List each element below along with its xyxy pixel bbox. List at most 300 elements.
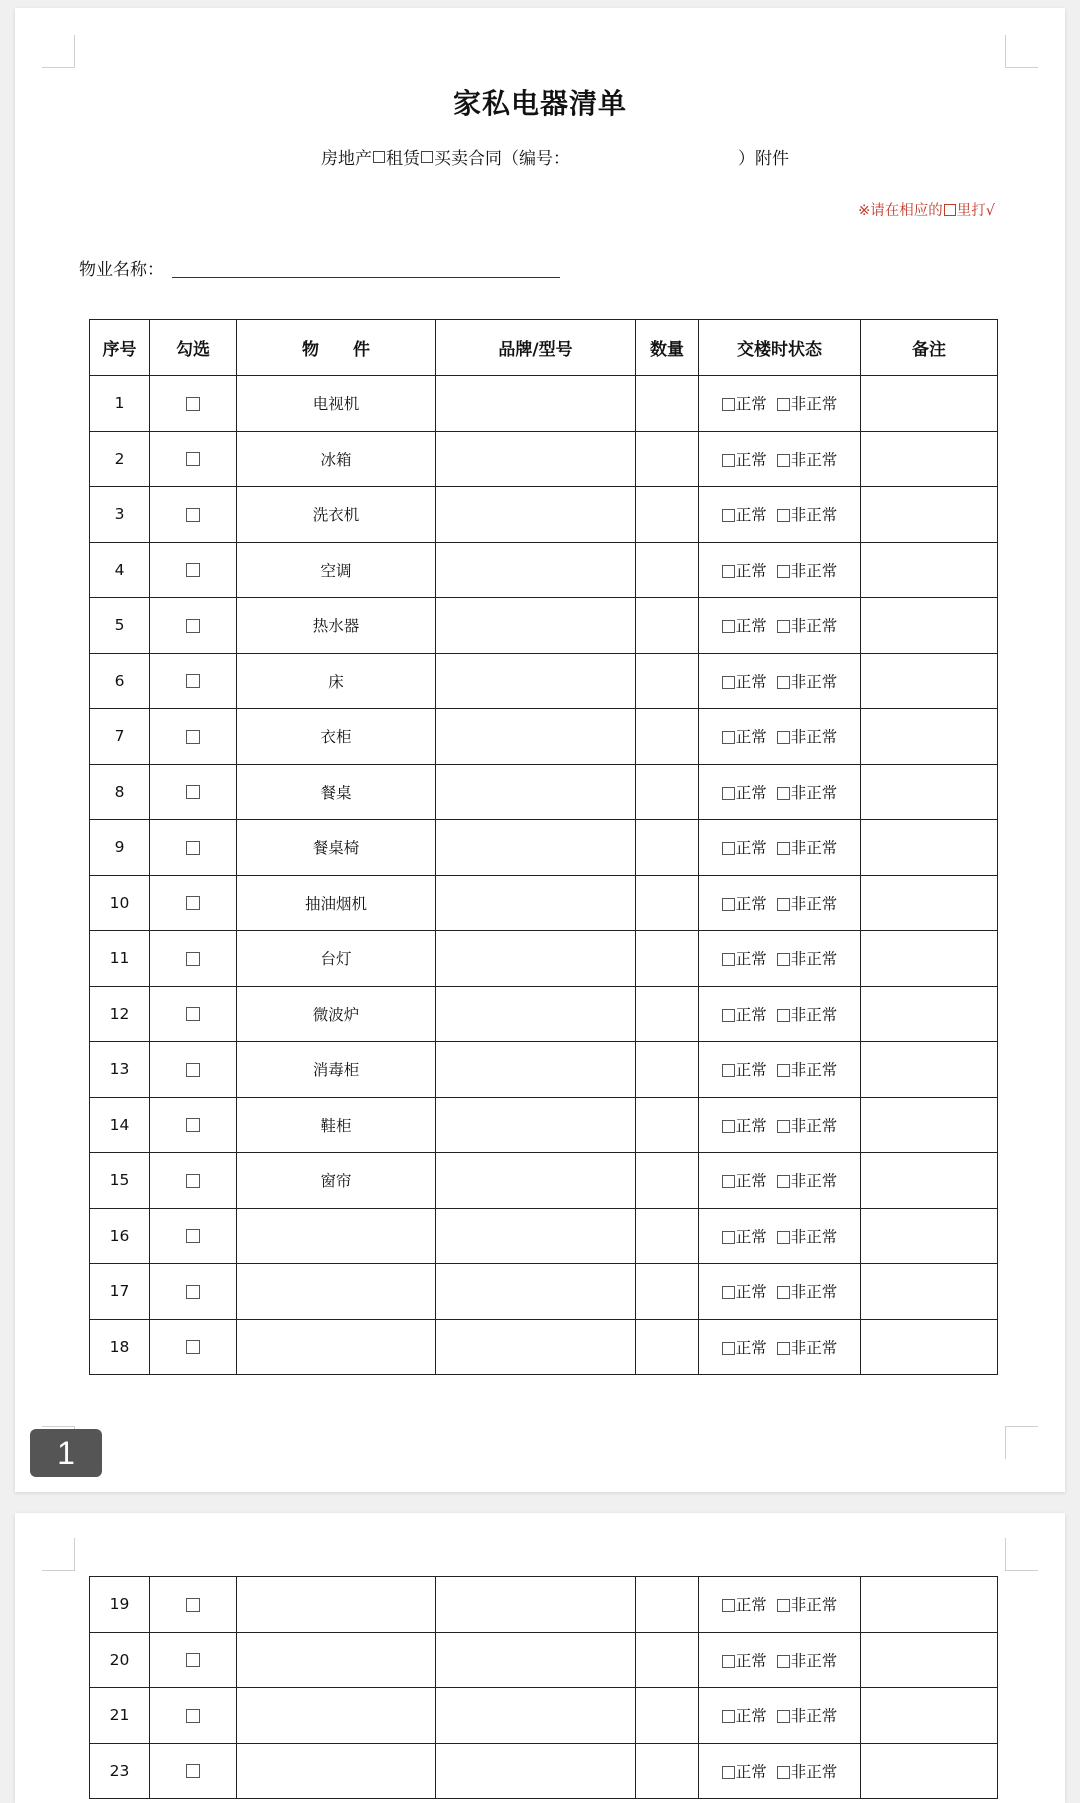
status-abnormal-label: 非正常 [790,561,838,580]
brand-model-cell[interactable] [436,820,636,876]
handover-status-cell [699,1264,861,1320]
status-abnormal-label: 非正常 [790,839,838,858]
select-cell [150,875,237,931]
remarks-cell[interactable] [861,542,998,598]
remarks-cell[interactable] [861,653,998,709]
header-item: 物 件 [237,320,436,376]
row-serial-number: 3 [90,487,150,543]
brand-model-cell[interactable] [436,875,636,931]
row-serial-number: 2 [90,431,150,487]
item-name-cell: 电视机 [237,376,436,432]
page-corner-mark [42,35,75,68]
hint-text: ※请在相应的 [858,203,943,219]
abnormal-checkbox[interactable] [777,787,790,800]
document-page-2 [15,1513,1065,1803]
item-name-cell: 衣柜 [237,709,436,765]
abnormal-checkbox[interactable] [777,620,790,633]
normal-checkbox[interactable] [722,1286,735,1299]
item-name-cell: 餐桌椅 [237,820,436,876]
select-checkbox[interactable] [186,674,200,688]
property-name-field [79,255,560,280]
normal-checkbox[interactable] [722,1120,735,1133]
instruction-note [858,199,995,220]
abnormal-checkbox[interactable] [777,1064,790,1077]
select-checkbox[interactable] [186,452,200,466]
row-serial-number: 19 [90,1577,150,1633]
quantity-cell[interactable] [636,875,699,931]
page-corner-mark [1005,1426,1038,1459]
handover-status-cell [699,875,861,931]
remarks-cell[interactable] [861,986,998,1042]
handover-status-cell [699,598,861,654]
status-abnormal-label: 非正常 [790,506,838,525]
remarks-cell[interactable] [861,1688,998,1744]
quantity-cell[interactable] [636,764,699,820]
item-name-cell [237,1743,436,1799]
select-cell [150,598,237,654]
brand-model-cell[interactable] [436,931,636,987]
status-normal-label: 正常 [735,1061,767,1080]
page-number-badge: 1 [30,1429,102,1477]
remarks-cell[interactable] [861,1264,998,1320]
remarks-cell[interactable] [861,931,998,987]
table-row [90,487,998,543]
select-checkbox[interactable] [186,563,200,577]
handover-status-cell [699,1097,861,1153]
remarks-cell[interactable] [861,598,998,654]
row-serial-number: 11 [90,931,150,987]
table-row [90,1153,998,1209]
select-cell [150,1153,237,1209]
select-checkbox[interactable] [186,952,200,966]
table-row [90,709,998,765]
quantity-cell[interactable] [636,709,699,765]
select-checkbox[interactable] [186,1598,200,1612]
status-abnormal-label: 非正常 [790,1061,838,1080]
select-checkbox[interactable] [186,1709,200,1723]
quantity-cell[interactable] [636,1632,699,1688]
quantity-cell[interactable] [636,1319,699,1375]
status-normal-label: 正常 [735,950,767,969]
handover-status-cell [699,1577,861,1633]
subtitle-text: 租赁 [386,149,420,169]
select-checkbox[interactable] [186,1229,200,1243]
handover-status-cell [699,1688,861,1744]
table-row [90,764,998,820]
item-name-cell: 消毒柜 [237,1042,436,1098]
brand-model-cell[interactable] [436,1632,636,1688]
quantity-cell[interactable] [636,986,699,1042]
handover-status-cell [699,1632,861,1688]
remarks-cell[interactable] [861,1632,998,1688]
item-name-cell [237,1208,436,1264]
status-normal-label: 正常 [735,1005,767,1024]
item-name-cell: 空调 [237,542,436,598]
handover-status-cell [699,1743,861,1799]
abnormal-checkbox[interactable] [777,1231,790,1244]
select-checkbox[interactable] [186,397,200,411]
quantity-cell[interactable] [636,1097,699,1153]
quantity-cell[interactable] [636,1264,699,1320]
table-row [90,1319,998,1375]
select-checkbox[interactable] [186,1764,200,1778]
select-checkbox[interactable] [186,896,200,910]
quantity-cell[interactable] [636,1577,699,1633]
status-normal-label: 正常 [735,1283,767,1302]
table-row [90,431,998,487]
status-normal-label: 正常 [735,728,767,747]
select-cell [150,986,237,1042]
quantity-cell[interactable] [636,376,699,432]
handover-status-cell [699,709,861,765]
handover-status-cell [699,986,861,1042]
table-row [90,1264,998,1320]
status-normal-label: 正常 [735,1651,767,1670]
select-cell [150,542,237,598]
brand-model-cell[interactable] [436,764,636,820]
quantity-cell[interactable] [636,1688,699,1744]
row-serial-number: 7 [90,709,150,765]
brand-model-cell[interactable] [436,487,636,543]
status-normal-label: 正常 [735,672,767,691]
status-abnormal-label: 非正常 [790,728,838,747]
select-cell [150,1577,237,1633]
row-serial-number: 4 [90,542,150,598]
select-checkbox[interactable] [186,1007,200,1021]
select-cell [150,764,237,820]
quantity-cell[interactable] [636,1208,699,1264]
remarks-cell[interactable] [861,487,998,543]
row-serial-number: 8 [90,764,150,820]
select-checkbox[interactable] [186,841,200,855]
normal-checkbox[interactable] [722,731,735,744]
quantity-cell[interactable] [636,1042,699,1098]
status-abnormal-label: 非正常 [790,672,838,691]
status-abnormal-label: 非正常 [790,1651,838,1670]
table-row [90,820,998,876]
select-cell [150,1097,237,1153]
remarks-cell[interactable] [861,1042,998,1098]
item-name-cell: 餐桌 [237,764,436,820]
quantity-cell[interactable] [636,598,699,654]
abnormal-checkbox[interactable] [777,1342,790,1355]
abnormal-checkbox[interactable] [777,731,790,744]
checkbox-icon [373,151,385,163]
item-name-cell: 抽油烟机 [237,875,436,931]
status-normal-label: 正常 [735,1172,767,1191]
abnormal-checkbox[interactable] [777,953,790,966]
status-abnormal-label: 非正常 [790,950,838,969]
header-quantity: 数量 [636,320,699,376]
select-cell [150,1208,237,1264]
subtitle-text: 买卖合同（编号： [434,149,570,169]
remarks-cell[interactable] [861,1743,998,1799]
item-name-cell [237,1688,436,1744]
abnormal-checkbox[interactable] [777,398,790,411]
status-normal-label: 正常 [735,1762,767,1781]
table-row [90,1208,998,1264]
item-name-cell: 微波炉 [237,986,436,1042]
select-checkbox[interactable] [186,1653,200,1667]
brand-model-cell[interactable] [436,1042,636,1098]
brand-model-cell[interactable] [436,376,636,432]
select-checkbox[interactable] [186,1118,200,1132]
normal-checkbox[interactable] [722,953,735,966]
item-name-cell [237,1264,436,1320]
row-serial-number: 23 [90,1743,150,1799]
normal-checkbox[interactable] [722,1710,735,1723]
handover-status-cell [699,1208,861,1264]
row-serial-number: 14 [90,1097,150,1153]
normal-checkbox[interactable] [722,787,735,800]
select-cell [150,1319,237,1375]
remarks-cell[interactable] [861,1577,998,1633]
brand-model-cell[interactable] [436,542,636,598]
status-normal-label: 正常 [735,1338,767,1357]
select-checkbox[interactable] [186,730,200,744]
table-row [90,1632,998,1688]
normal-checkbox[interactable] [722,509,735,522]
quantity-cell[interactable] [636,1153,699,1209]
status-normal-label: 正常 [735,1116,767,1135]
remarks-cell[interactable] [861,820,998,876]
status-abnormal-label: 非正常 [790,450,838,469]
select-checkbox[interactable] [186,619,200,633]
table-row [90,1097,998,1153]
status-normal-label: 正常 [735,839,767,858]
normal-checkbox[interactable] [722,1064,735,1077]
row-serial-number: 15 [90,1153,150,1209]
select-checkbox[interactable] [186,1340,200,1354]
handover-status-cell [699,1319,861,1375]
normal-checkbox[interactable] [722,898,735,911]
brand-model-cell[interactable] [436,1153,636,1209]
status-abnormal-label: 非正常 [790,1005,838,1024]
normal-checkbox[interactable] [722,1175,735,1188]
page-corner-mark [42,1538,75,1571]
brand-model-cell[interactable] [436,1319,636,1375]
table-row [90,1042,998,1098]
handover-status-cell [699,1153,861,1209]
abnormal-checkbox[interactable] [777,1120,790,1133]
abnormal-checkbox[interactable] [777,565,790,578]
brand-model-cell[interactable] [436,431,636,487]
status-normal-label: 正常 [735,1707,767,1726]
quantity-cell[interactable] [636,931,699,987]
table-row [90,598,998,654]
quantity-cell[interactable] [636,1743,699,1799]
normal-checkbox[interactable] [722,398,735,411]
item-name-cell: 鞋柜 [237,1097,436,1153]
handover-status-cell [699,764,861,820]
appliance-table [89,319,998,1375]
brand-model-cell[interactable] [436,1264,636,1320]
abnormal-checkbox[interactable] [777,1710,790,1723]
item-name-cell: 冰箱 [237,431,436,487]
status-abnormal-label: 非正常 [790,1172,838,1191]
status-normal-label: 正常 [735,506,767,525]
quantity-cell[interactable] [636,542,699,598]
item-name-cell: 热水器 [237,598,436,654]
property-name-blank-line [172,277,560,278]
brand-model-cell[interactable] [436,1097,636,1153]
brand-model-cell[interactable] [436,1208,636,1264]
normal-checkbox[interactable] [722,620,735,633]
normal-checkbox[interactable] [722,1599,735,1612]
brand-model-cell[interactable] [436,1688,636,1744]
item-name-cell: 台灯 [237,931,436,987]
status-abnormal-label: 非正常 [790,894,838,913]
row-serial-number: 16 [90,1208,150,1264]
abnormal-checkbox[interactable] [777,676,790,689]
abnormal-checkbox[interactable] [777,898,790,911]
quantity-cell[interactable] [636,820,699,876]
handover-status-cell [699,931,861,987]
status-normal-label: 正常 [735,395,767,414]
subtitle-text: ）附件 [738,149,789,169]
normal-checkbox[interactable] [722,1342,735,1355]
remarks-cell[interactable] [861,875,998,931]
normal-checkbox[interactable] [722,1655,735,1668]
table-row [90,653,998,709]
quantity-cell[interactable] [636,487,699,543]
table-row [90,931,998,987]
document-title: 家私电器清单 [452,87,627,120]
normal-checkbox[interactable] [722,454,735,467]
brand-model-cell[interactable] [436,986,636,1042]
row-serial-number: 18 [90,1319,150,1375]
select-checkbox[interactable] [186,508,200,522]
select-cell [150,931,237,987]
quantity-cell[interactable] [636,431,699,487]
table-row [90,376,998,432]
status-normal-label: 正常 [735,783,767,802]
abnormal-checkbox[interactable] [777,509,790,522]
normal-checkbox[interactable] [722,565,735,578]
table-row [90,1688,998,1744]
status-normal-label: 正常 [735,894,767,913]
page-corner-mark [1005,1538,1038,1571]
status-abnormal-label: 非正常 [790,1707,838,1726]
normal-checkbox[interactable] [722,676,735,689]
document-subtitle [321,144,789,169]
handover-status-cell [699,431,861,487]
row-serial-number: 21 [90,1688,150,1744]
status-normal-label: 正常 [735,450,767,469]
normal-checkbox[interactable] [722,1009,735,1022]
row-serial-number: 12 [90,986,150,1042]
subtitle-text: 房地产 [321,149,372,169]
item-name-cell: 床 [237,653,436,709]
appliance-table-continued [89,1576,998,1799]
status-abnormal-label: 非正常 [790,1762,838,1781]
select-cell [150,376,237,432]
normal-checkbox[interactable] [722,1766,735,1779]
remarks-cell[interactable] [861,1153,998,1209]
remarks-cell[interactable] [861,376,998,432]
table-row [90,542,998,598]
abnormal-checkbox[interactable] [777,1655,790,1668]
abnormal-checkbox[interactable] [777,1175,790,1188]
row-serial-number: 9 [90,820,150,876]
document-page-1 [15,8,1065,1492]
select-checkbox[interactable] [186,1174,200,1188]
checkbox-icon [944,204,956,216]
normal-checkbox[interactable] [722,1231,735,1244]
abnormal-checkbox[interactable] [777,1286,790,1299]
abnormal-checkbox[interactable] [777,1766,790,1779]
row-serial-number: 10 [90,875,150,931]
select-checkbox[interactable] [186,1285,200,1299]
remarks-cell[interactable] [861,709,998,765]
select-cell [150,1632,237,1688]
select-checkbox[interactable] [186,1063,200,1077]
row-serial-number: 5 [90,598,150,654]
handover-status-cell [699,376,861,432]
item-name-cell [237,1632,436,1688]
brand-model-cell[interactable] [436,1577,636,1633]
brand-model-cell[interactable] [436,653,636,709]
status-abnormal-label: 非正常 [790,783,838,802]
quantity-cell[interactable] [636,653,699,709]
select-cell [150,653,237,709]
remarks-cell[interactable] [861,1319,998,1375]
table-row [90,875,998,931]
status-abnormal-label: 非正常 [790,617,838,636]
table-row [90,1743,998,1799]
table-header-row [90,320,998,376]
status-normal-label: 正常 [735,561,767,580]
status-normal-label: 正常 [735,1227,767,1246]
remarks-cell[interactable] [861,764,998,820]
brand-model-cell[interactable] [436,1743,636,1799]
remarks-cell[interactable] [861,1097,998,1153]
page-corner-mark [1005,35,1038,68]
select-cell [150,709,237,765]
normal-checkbox[interactable] [722,842,735,855]
status-abnormal-label: 非正常 [790,1227,838,1246]
status-abnormal-label: 非正常 [790,1116,838,1135]
handover-status-cell [699,487,861,543]
brand-model-cell[interactable] [436,709,636,765]
checkbox-icon [421,151,433,163]
brand-model-cell[interactable] [436,598,636,654]
select-cell [150,1042,237,1098]
handover-status-cell [699,820,861,876]
remarks-cell[interactable] [861,1208,998,1264]
table-row [90,986,998,1042]
remarks-cell[interactable] [861,431,998,487]
abnormal-checkbox[interactable] [777,1009,790,1022]
row-serial-number: 6 [90,653,150,709]
select-cell [150,431,237,487]
row-serial-number: 13 [90,1042,150,1098]
abnormal-checkbox[interactable] [777,842,790,855]
select-checkbox[interactable] [186,785,200,799]
row-serial-number: 1 [90,376,150,432]
property-name-label: 物业名称： [79,260,164,280]
select-cell [150,1743,237,1799]
status-normal-label: 正常 [735,617,767,636]
select-cell [150,1264,237,1320]
handover-status-cell [699,1042,861,1098]
status-abnormal-label: 非正常 [790,395,838,414]
item-name-cell: 洗衣机 [237,487,436,543]
row-serial-number: 20 [90,1632,150,1688]
abnormal-checkbox[interactable] [777,454,790,467]
header-serial-number: 序号 [90,320,150,376]
abnormal-checkbox[interactable] [777,1599,790,1612]
